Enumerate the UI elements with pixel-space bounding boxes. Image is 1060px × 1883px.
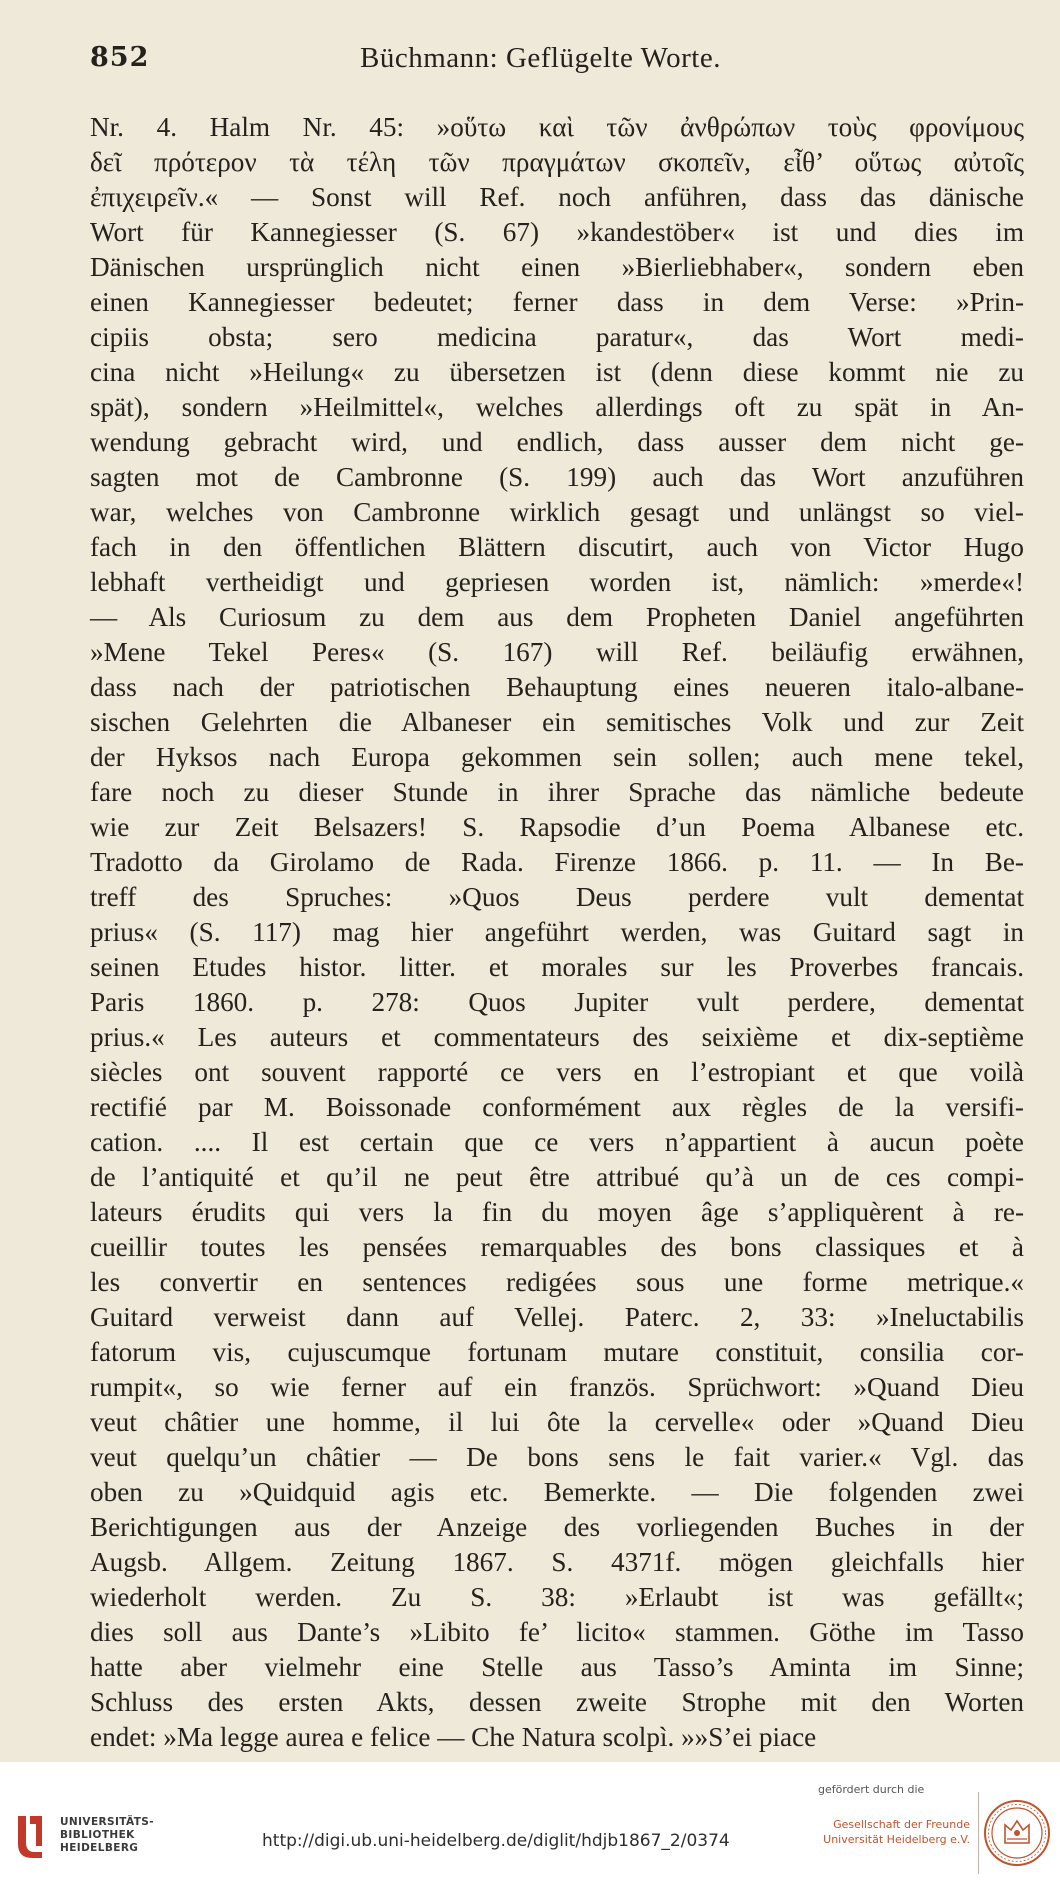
text-line: wiederholt werden. Zu S. 38: »Erlaubt ist was gefällt«;: [90, 1582, 1024, 1612]
text-line: endet: »Ma legge aurea e felice — Che Natura scolpì. »»S’ei piace: [90, 1722, 817, 1752]
text-line: prius« (S. 117) mag hier angeführt werden, was Guitard sagt in: [90, 917, 1024, 947]
text-line: lebhaft vertheidigt und gepriesen worden ist, nämlich: »merde«!: [90, 567, 1024, 597]
text-line: wie zur Zeit Belsazers! S. Rapsodie d’un Poema Albanese etc.: [90, 812, 1024, 842]
text-line: Berichtigungen aus der Anzeige des vorliegenden Buches in der: [90, 1512, 1024, 1542]
text-line: cation. .... Il est certain que ce vers n’appartient à aucun poète: [90, 1127, 1024, 1157]
sponsor-caption: gefördert durch die: [818, 1783, 925, 1796]
text-line: siècles ont souvent rapporté ce vers en l’estropiant et que voilà: [90, 1057, 1024, 1087]
text-line: sagten mot de Cambronne (S. 199) auch das Wort anzuführen: [90, 462, 1024, 492]
text-line: hatte aber vielmehr eine Stelle aus Tasso’s Aminta im Sinne;: [90, 1652, 1024, 1682]
text-line: der Hyksos nach Europa gekommen sein sollen; auch mene tekel,: [90, 742, 1024, 772]
text-line: einen Kannegiesser bedeutet; ferner dass in dem Verse: »Prin-: [90, 287, 1024, 317]
text-line: rumpit«, so wie ferner auf ein französ. Sprüchwort: »Quand Dieu: [90, 1372, 1024, 1402]
text-line: δεῖ πρότερον τὰ τέλη τῶν πραγμάτων σκοπεῖν, εἶθ’ οὕτως αὐτοῖς: [90, 147, 1024, 177]
text-line: sischen Gelehrten die Albaneser ein semitisches Volk und zur Zeit: [90, 707, 1024, 737]
text-line: Tradotto da Girolamo de Rada. Firenze 1866. p. 11. — In Be-: [90, 847, 1024, 877]
body-text: [90, 110, 1024, 1755]
footer-bar: [0, 1762, 1060, 1883]
text-line: Nr. 4. Halm Nr. 45: »οὕτω καὶ τῶν ἀνθρώπων τοὺς φρονίμους: [90, 112, 1024, 142]
university-library-logo-icon: [12, 1812, 48, 1862]
text-line: fach in den öffentlichen Blättern discutirt, auch von Victor Hugo: [90, 532, 1024, 562]
text-line: Wort für Kannegiesser (S. 67) »kandestöber« ist und dies im: [90, 217, 1024, 247]
text-line: les convertir en sentences redigées sous une forme metrique.«: [90, 1267, 1024, 1297]
text-line: veut châtier une homme, il lui ôte la cervelle« oder »Quand Dieu: [90, 1407, 1024, 1437]
text-line: fatorum vis, cujuscumque fortunam mutare constituit, consilia cor-: [90, 1337, 1024, 1367]
text-line: war, welches von Cambronne wirklich gesagt und unlängst so viel-: [90, 497, 1024, 527]
running-head: Büchmann: Geflügelte Worte.: [360, 42, 721, 74]
page-header: [90, 38, 1020, 78]
text-line: seinen Etudes histor. litter. et morales sur les Proverbes francais.: [90, 952, 1024, 982]
university-seal-icon: [983, 1799, 1051, 1867]
text-line: Dänischen ursprünglich nicht einen »Bierliebhaber«, sondern eben: [90, 252, 1024, 282]
text-line: — Als Curiosum zu dem aus dem Propheten Daniel angeführten: [90, 602, 1024, 632]
text-line: Augsb. Allgem. Zeitung 1867. S. 4371f. mögen gleichfalls hier: [90, 1547, 1024, 1577]
text-line: »Mene Tekel Peres« (S. 167) will Ref. beiläufig erwähnen,: [90, 637, 1024, 667]
source-url-link[interactable]: http://digi.ub.uni-heidelberg.de/diglit/hdjb1867_2/0374: [262, 1831, 730, 1851]
page-number: 852: [90, 42, 150, 73]
text-line: veut quelqu’un châtier — De bons sens le fait varier.« Vgl. das: [90, 1442, 1024, 1472]
text-line: Guitard verweist dann auf Vellej. Paterc. 2, 33: »Ineluctabilis: [90, 1302, 1024, 1332]
text-line: oben zu »Quidquid agis etc. Bemerkte. — Die folgenden zwei: [90, 1477, 1024, 1507]
sponsor-name: Gesellschaft der Freunde Universität Heidelberg e.V.: [823, 1818, 970, 1846]
library-name: UNIVERSITÄTS- BIBLIOTHEK HEIDELBERG: [60, 1816, 155, 1854]
text-line: spät), sondern »Heilmittel«, welches allerdings oft zu spät in An-: [90, 392, 1024, 422]
text-line: Paris 1860. p. 278: Quos Jupiter vult perdere, dementat: [90, 987, 1024, 1017]
text-line: wendung gebracht wird, und endlich, dass ausser dem nicht ge-: [90, 427, 1024, 457]
text-line: cueillir toutes les pensées remarquables des bons classiques et à: [90, 1232, 1024, 1262]
text-line: Schluss des ersten Akts, dessen zweite Strophe mit den Worten: [90, 1687, 1024, 1717]
text-line: fare noch zu dieser Stunde in ihrer Sprache das nämliche bedeute: [90, 777, 1024, 807]
text-line: lateurs érudits qui vers la fin du moyen âge s’appliquèrent à re-: [90, 1197, 1024, 1227]
text-line: ἐπιχειρεῖν.« — Sonst will Ref. noch anführen, dass das dänische: [90, 182, 1024, 212]
text-line: cina nicht »Heilung« zu übersetzen ist (denn diese kommt nie zu: [90, 357, 1024, 387]
text-line: de l’antiquité et qu’il ne peut être attribué qu’à un de ces compi-: [90, 1162, 1024, 1192]
sponsor-divider: [978, 1792, 979, 1874]
text-line: cipiis obsta; sero medicina paratur«, das Wort medi-: [90, 322, 1024, 352]
text-line: prius.« Les auteurs et commentateurs des seixième et dix-septième: [90, 1022, 1024, 1052]
text-line: dass nach der patriotischen Behauptung eines neueren italo-albane-: [90, 672, 1024, 702]
text-line: dies soll aus Dante’s »Libito fe’ licito« stammen. Göthe im Tasso: [90, 1617, 1024, 1647]
text-line: rectifié par M. Boissonade conformément aux règles de la versifi-: [90, 1092, 1024, 1122]
text-line: treff des Spruches: »Quos Deus perdere vult dementat: [90, 882, 1024, 912]
